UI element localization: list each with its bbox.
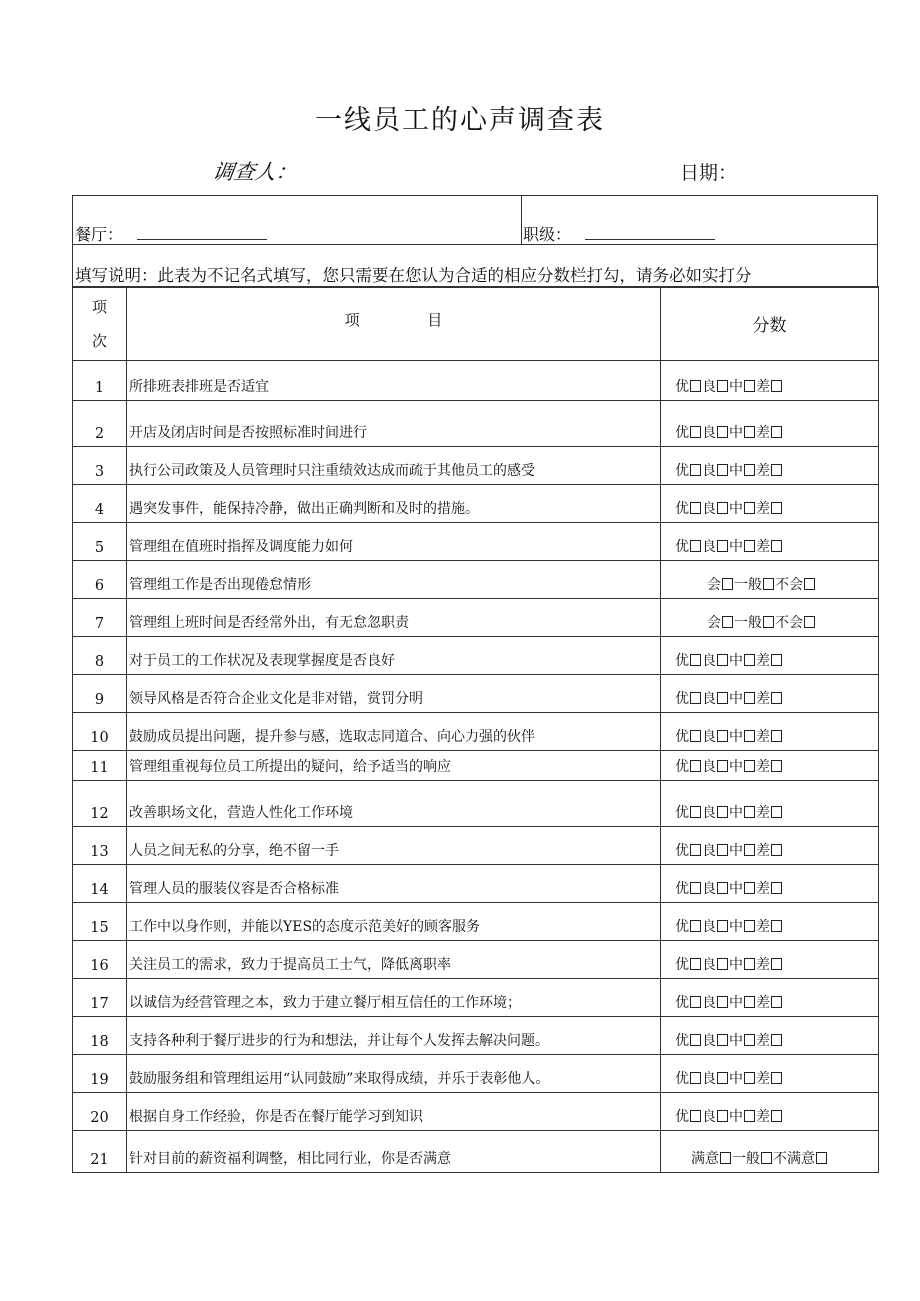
- survey-table: [72, 286, 879, 1173]
- score-options: [661, 979, 879, 1017]
- table-row: [73, 401, 879, 447]
- checkbox[interactable]: [771, 958, 782, 970]
- score-option-label: 差: [756, 653, 770, 669]
- row-number: 2: [73, 401, 127, 447]
- score-option-label: 中: [729, 501, 743, 517]
- checkbox[interactable]: [744, 844, 755, 856]
- row-item: 关注员工的需求，致力于提高员工士气，降低离职率: [127, 941, 661, 979]
- row-number: 4: [73, 485, 127, 523]
- score-option-label: 中: [729, 759, 743, 775]
- checkbox[interactable]: [771, 996, 782, 1008]
- row-item: 改善职场文化，营造人性化工作环境: [127, 781, 661, 827]
- score-option-label: 差: [756, 539, 770, 555]
- table-row: [73, 523, 879, 561]
- checkbox[interactable]: [717, 502, 728, 514]
- score-option-label: 良: [702, 805, 716, 821]
- score-option-label: 差: [756, 995, 770, 1011]
- score-option-label: 中: [729, 1033, 743, 1049]
- restaurant-label: 餐厅：: [75, 225, 124, 244]
- checkbox[interactable]: [771, 844, 782, 856]
- score-option-label: 优: [675, 653, 689, 669]
- row-number: 15: [73, 903, 127, 941]
- score-option-label: 优: [675, 957, 689, 973]
- table-row: [73, 903, 879, 941]
- table-row: [73, 485, 879, 523]
- row-number: 3: [73, 447, 127, 485]
- table-row: [73, 561, 879, 599]
- checkbox[interactable]: [690, 882, 701, 894]
- checkbox[interactable]: [690, 380, 701, 392]
- checkbox[interactable]: [771, 760, 782, 772]
- row-number: 11: [73, 751, 127, 781]
- checkbox[interactable]: [771, 426, 782, 438]
- checkbox[interactable]: [717, 760, 728, 772]
- score-option-label: 中: [729, 995, 743, 1011]
- table-row: [73, 1093, 879, 1131]
- restaurant-field[interactable]: [137, 239, 267, 240]
- item-header-right: 目: [427, 311, 443, 329]
- score-option-label: 优: [675, 881, 689, 897]
- checkbox[interactable]: [761, 1152, 772, 1164]
- table-row: [73, 1055, 879, 1093]
- row-item: 管理组重视每位员工所提出的疑问，给予适当的响应: [127, 751, 661, 781]
- row-number: 17: [73, 979, 127, 1017]
- checkbox[interactable]: [717, 882, 728, 894]
- checkbox[interactable]: [771, 1034, 782, 1046]
- checkbox[interactable]: [744, 1110, 755, 1122]
- table-row: [73, 447, 879, 485]
- row-item: 领导风格是否符合企业文化是非对错，赏罚分明: [127, 675, 661, 713]
- row-number: 6: [73, 561, 127, 599]
- checkbox[interactable]: [690, 1034, 701, 1046]
- score-option-label: 差: [756, 379, 770, 395]
- checkbox[interactable]: [771, 502, 782, 514]
- score-options: [661, 561, 879, 599]
- score-option-label: 差: [756, 729, 770, 745]
- row-item: 开店及闭店时间是否按照标准时间进行: [127, 401, 661, 447]
- score-option-label: 良: [702, 501, 716, 517]
- checkbox[interactable]: [690, 426, 701, 438]
- checkbox[interactable]: [771, 730, 782, 742]
- score-option-label: 良: [702, 653, 716, 669]
- score-option-label: 优: [675, 425, 689, 441]
- checkbox[interactable]: [690, 540, 701, 552]
- score-option-label: 中: [729, 919, 743, 935]
- checkbox[interactable]: [744, 380, 755, 392]
- score-option-label: 差: [756, 691, 770, 707]
- score-option-label: 中: [729, 691, 743, 707]
- checkbox[interactable]: [771, 380, 782, 392]
- score-option-label: 优: [675, 1109, 689, 1125]
- index-header-bottom: 次: [91, 331, 107, 350]
- checkbox[interactable]: [690, 844, 701, 856]
- score-options: [661, 941, 879, 979]
- score-option-label: 良: [702, 463, 716, 479]
- table-row: [73, 941, 879, 979]
- page-title: 一线员工的心声调查表: [315, 105, 605, 136]
- score-option-label: 优: [675, 995, 689, 1011]
- row-number: 21: [73, 1131, 127, 1173]
- info-row: [73, 196, 877, 245]
- row-item: 支持各种利于餐厅进步的行为和想法，并让每个人发挥去解决问题。: [127, 1017, 661, 1055]
- score-option-label: 不会: [775, 615, 803, 631]
- score-option-label: 中: [729, 425, 743, 441]
- score-option-label: 一般: [732, 1151, 760, 1167]
- row-number: 16: [73, 941, 127, 979]
- score-option-label: 良: [702, 1109, 716, 1125]
- checkbox[interactable]: [717, 730, 728, 742]
- rank-label: 职级：: [523, 225, 572, 244]
- score-option-label: 良: [702, 881, 716, 897]
- score-options: [661, 1131, 879, 1173]
- checkbox[interactable]: [744, 464, 755, 476]
- checkbox[interactable]: [690, 464, 701, 476]
- checkbox[interactable]: [744, 730, 755, 742]
- score-options: [661, 827, 879, 865]
- checkbox[interactable]: [804, 578, 815, 590]
- checkbox[interactable]: [717, 426, 728, 438]
- score-options: [661, 401, 879, 447]
- checkbox[interactable]: [804, 616, 815, 628]
- checkbox[interactable]: [690, 1072, 701, 1084]
- row-number: 9: [73, 675, 127, 713]
- row-number: 8: [73, 637, 127, 675]
- score-option-label: 优: [675, 1033, 689, 1049]
- row-number: 18: [73, 1017, 127, 1055]
- score-option-label: 良: [702, 759, 716, 775]
- checkbox[interactable]: [717, 540, 728, 552]
- checkbox[interactable]: [717, 1110, 728, 1122]
- table-row: [73, 361, 879, 401]
- score-option-label: 差: [756, 805, 770, 821]
- score-option-label: 满意: [691, 1151, 719, 1167]
- score-option-label: 良: [702, 691, 716, 707]
- score-option-label: 良: [702, 995, 716, 1011]
- checkbox[interactable]: [744, 920, 755, 932]
- checkbox[interactable]: [816, 1152, 827, 1164]
- checkbox[interactable]: [763, 616, 774, 628]
- score-option-label: 差: [756, 759, 770, 775]
- score-options: [661, 865, 879, 903]
- score-options: [661, 713, 879, 751]
- row-item: 工作中以身作则，并能以YES的态度示范美好的顾客服务: [127, 903, 661, 941]
- score-option-label: 优: [675, 759, 689, 775]
- checkbox[interactable]: [717, 958, 728, 970]
- score-option-label: 优: [675, 539, 689, 555]
- row-number: 19: [73, 1055, 127, 1093]
- row-number: 1: [73, 361, 127, 401]
- score-option-label: 差: [756, 1071, 770, 1087]
- surveyor-label: 调查人：: [211, 160, 299, 184]
- score-options: [661, 523, 879, 561]
- checkbox[interactable]: [720, 1152, 731, 1164]
- info-frame: [72, 195, 878, 288]
- row-item: 管理组在值班时指挥及调度能力如何: [127, 523, 661, 561]
- score-options: [661, 361, 879, 401]
- checkbox[interactable]: [744, 806, 755, 818]
- score-options: [661, 751, 879, 781]
- checkbox[interactable]: [717, 1034, 728, 1046]
- table-row: [73, 637, 879, 675]
- score-option-label: 中: [729, 1071, 743, 1087]
- table-row: [73, 751, 879, 781]
- row-item: 针对目前的薪资福利调整，相比同行业，你是否满意: [127, 1131, 661, 1173]
- score-option-label: 会: [707, 577, 721, 593]
- score-option-label: 良: [702, 539, 716, 555]
- score-option-label: 良: [702, 957, 716, 973]
- checkbox[interactable]: [744, 654, 755, 666]
- row-item: 鼓励成员提出问题，提升参与感，选取志同道合、向心力强的伙伴: [127, 713, 661, 751]
- row-item: 对于员工的工作状况及表现掌握度是否良好: [127, 637, 661, 675]
- score-option-label: 优: [675, 691, 689, 707]
- table-row: [73, 713, 879, 751]
- score-option-label: 良: [702, 919, 716, 935]
- checkbox[interactable]: [690, 730, 701, 742]
- score-options: [661, 675, 879, 713]
- score-option-label: 中: [729, 379, 743, 395]
- score-option-label: 差: [756, 881, 770, 897]
- checkbox[interactable]: [717, 806, 728, 818]
- row-number: 5: [73, 523, 127, 561]
- checkbox[interactable]: [744, 426, 755, 438]
- checkbox[interactable]: [771, 464, 782, 476]
- row-item: 根据自身工作经验，你是否在餐厅能学习到知识: [127, 1093, 661, 1131]
- checkbox[interactable]: [690, 502, 701, 514]
- score-option-label: 差: [756, 957, 770, 973]
- checkbox[interactable]: [744, 996, 755, 1008]
- score-option-label: 良: [702, 1033, 716, 1049]
- score-options: [661, 1017, 879, 1055]
- row-number: 10: [73, 713, 127, 751]
- score-option-label: 差: [756, 1109, 770, 1125]
- score-option-label: 一般: [734, 577, 762, 593]
- table-row: [73, 1131, 879, 1173]
- row-number: 12: [73, 781, 127, 827]
- checkbox[interactable]: [744, 502, 755, 514]
- row-item: 执行公司政策及人员管理时只注重绩效达成而疏于其他员工的感受: [127, 447, 661, 485]
- score-options: [661, 1093, 879, 1131]
- table-row: [73, 675, 879, 713]
- table-row: [73, 827, 879, 865]
- checkbox[interactable]: [717, 1072, 728, 1084]
- score-options: [661, 1055, 879, 1093]
- score-option-label: 中: [729, 881, 743, 897]
- checkbox[interactable]: [744, 692, 755, 704]
- checkbox[interactable]: [690, 958, 701, 970]
- checkbox[interactable]: [744, 760, 755, 772]
- score-option-label: 优: [675, 501, 689, 517]
- score-options: [661, 637, 879, 675]
- checkbox[interactable]: [744, 1072, 755, 1084]
- score-options: [661, 485, 879, 523]
- score-option-label: 中: [729, 843, 743, 859]
- checkbox[interactable]: [722, 578, 733, 590]
- checkbox[interactable]: [771, 1072, 782, 1084]
- rank-field[interactable]: [585, 239, 715, 240]
- score-option-label: 会: [707, 615, 721, 631]
- checkbox[interactable]: [771, 654, 782, 666]
- checkbox[interactable]: [717, 920, 728, 932]
- instructions-row: [73, 245, 877, 288]
- score-option-label: 中: [729, 805, 743, 821]
- row-item: 管理组上班时间是否经常外出，有无怠忽职责: [127, 599, 661, 637]
- score-option-label: 不满意: [773, 1151, 815, 1167]
- item-header: [127, 287, 661, 361]
- row-item: 人员之间无私的分享，绝不留一手: [127, 827, 661, 865]
- score-option-label: 差: [756, 919, 770, 935]
- checkbox[interactable]: [722, 616, 733, 628]
- score-option-label: 良: [702, 379, 716, 395]
- row-item: 鼓励服务组和管理组运用“认同鼓励”来取得成绩，并乐于表彰他人。: [127, 1055, 661, 1093]
- index-header-top: 项: [91, 297, 107, 316]
- checkbox[interactable]: [690, 1110, 701, 1122]
- checkbox[interactable]: [744, 540, 755, 552]
- row-number: 13: [73, 827, 127, 865]
- checkbox[interactable]: [744, 958, 755, 970]
- score-option-label: 一般: [734, 615, 762, 631]
- score-option-label: 优: [675, 843, 689, 859]
- row-item: 管理人员的服装仪容是否合格标准: [127, 865, 661, 903]
- checkbox[interactable]: [717, 654, 728, 666]
- checkbox[interactable]: [771, 692, 782, 704]
- row-number: 20: [73, 1093, 127, 1131]
- table-header-row: [73, 287, 879, 361]
- score-option-label: 中: [729, 729, 743, 745]
- checkbox[interactable]: [744, 1034, 755, 1046]
- score-option-label: 中: [729, 1109, 743, 1125]
- checkbox[interactable]: [690, 692, 701, 704]
- score-option-label: 良: [702, 843, 716, 859]
- score-option-label: 优: [675, 919, 689, 935]
- checkbox[interactable]: [771, 1110, 782, 1122]
- score-option-label: 优: [675, 805, 689, 821]
- table-row: [73, 865, 879, 903]
- score-option-label: 差: [756, 843, 770, 859]
- score-option-label: 优: [675, 379, 689, 395]
- score-option-label: 良: [702, 1071, 716, 1087]
- checkbox[interactable]: [717, 844, 728, 856]
- score-header: 分数: [661, 287, 879, 361]
- score-option-label: 中: [729, 463, 743, 479]
- row-item: 遇突发事件，能保持冷静，做出正确判断和及时的措施。: [127, 485, 661, 523]
- checkbox[interactable]: [771, 882, 782, 894]
- info-divider: [521, 196, 522, 244]
- score-option-label: 良: [702, 425, 716, 441]
- checkbox[interactable]: [690, 806, 701, 818]
- score-option-label: 中: [729, 653, 743, 669]
- score-option-label: 优: [675, 729, 689, 745]
- checkbox[interactable]: [717, 464, 728, 476]
- checkbox[interactable]: [690, 920, 701, 932]
- row-number: 7: [73, 599, 127, 637]
- score-option-label: 中: [729, 957, 743, 973]
- checkbox[interactable]: [717, 692, 728, 704]
- table-row: [73, 979, 879, 1017]
- row-item: 管理组工作是否出现倦怠情形: [127, 561, 661, 599]
- row-item: 以诚信为经营管理之本，致力于建立餐厅相互信任的工作环境；: [127, 979, 661, 1017]
- checkbox[interactable]: [717, 996, 728, 1008]
- table-row: [73, 1017, 879, 1055]
- item-header-left: 项: [344, 311, 360, 329]
- score-option-label: 差: [756, 501, 770, 517]
- score-option-label: 差: [756, 425, 770, 441]
- checkbox[interactable]: [690, 996, 701, 1008]
- checkbox[interactable]: [744, 882, 755, 894]
- date-label: 日期：: [680, 162, 738, 184]
- checkbox[interactable]: [690, 654, 701, 666]
- checkbox[interactable]: [717, 380, 728, 392]
- table-row: [73, 599, 879, 637]
- score-options: [661, 781, 879, 827]
- checkbox[interactable]: [771, 920, 782, 932]
- score-option-label: 差: [756, 463, 770, 479]
- score-option-label: 优: [675, 1071, 689, 1087]
- checkbox[interactable]: [763, 578, 774, 590]
- checkbox[interactable]: [771, 806, 782, 818]
- checkbox[interactable]: [771, 540, 782, 552]
- score-option-label: 优: [675, 463, 689, 479]
- score-option-label: 中: [729, 539, 743, 555]
- score-option-label: 良: [702, 729, 716, 745]
- score-options: [661, 447, 879, 485]
- score-options: [661, 599, 879, 637]
- score-options: [661, 903, 879, 941]
- table-row: [73, 781, 879, 827]
- score-option-label: 差: [756, 1033, 770, 1049]
- row-number: 14: [73, 865, 127, 903]
- instructions-text: 填写说明：此表为不记名式填写，您只需要在您认为合适的相应分数栏打勾，请务必如实打分: [75, 266, 752, 285]
- index-header: [73, 287, 127, 361]
- score-option-label: 不会: [775, 577, 803, 593]
- checkbox[interactable]: [690, 760, 701, 772]
- row-item: 所排班表排班是否适宜: [127, 361, 661, 401]
